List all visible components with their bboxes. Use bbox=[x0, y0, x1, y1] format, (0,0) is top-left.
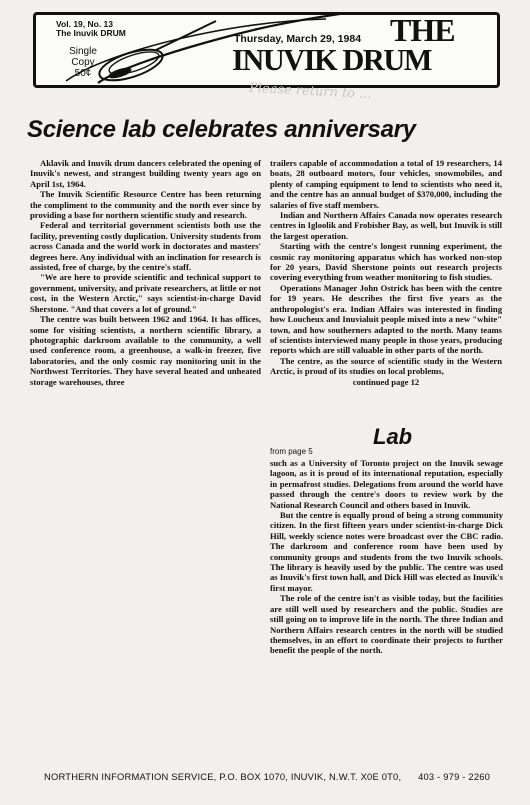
paragraph: The centre, as the source of scientific study in the Western Arctic, is proud of its studies on local problems, bbox=[270, 355, 502, 377]
title-the: THE bbox=[390, 12, 455, 48]
newspaper-title: INUVIK DRUM bbox=[232, 42, 432, 77]
paragraph: trailers capable of accommodation a total of 19 researchers, 14 boats, 28 outboard motors, four vehicles, snowmobiles, and plenty of camping equipment to lend to scientists who need it, and the centre has an annual budget of $370,000, including the salaries of five staff members. bbox=[270, 158, 502, 210]
faded-stamp: Please return to ... bbox=[248, 80, 372, 103]
paragraph: Starting with the centre's longest running experiment, the cosmic ray monitoring apparatus which has worked non-stop for 20 years, David Sherstone points out research projects covering everything from weather monitoring to fish studies. bbox=[270, 241, 502, 283]
issue-date: Thursday, March 29, 1984 bbox=[234, 33, 362, 45]
price-line-2: Copy bbox=[71, 57, 95, 68]
footer-address: NORTHERN INFORMATION SERVICE, P.O. BOX 1070, INUVIK, N.W.T. X0E 0T0, bbox=[44, 771, 402, 782]
issue-info bbox=[56, 20, 126, 38]
continuation-headline: Lab bbox=[373, 424, 413, 449]
paper-short-name: The Inuvik DRUM bbox=[56, 28, 126, 38]
paragraph: The centre was built between 1962 and 1964. It has offices, some for visiting scientists, a northern scientific library, a photographic darkroom available to the community, a well used conference room, a greenhouse, a walk-in freezer, five laboratories, and the only cosmic ray monitoring unit in the Northwest Territories. They have several heated and unheated storage warehouses, three bbox=[30, 314, 261, 387]
paragraph: Indian and Northern Affairs Canada now operates research centres in Igloolik and Frobisher Bay, as well, but Inuvik is still the largest operation. bbox=[270, 210, 502, 241]
continuation-column bbox=[270, 458, 503, 656]
paragraph: such as a University of Toronto project on the Inuvik sewage lagoon, as it is proud of its international reputation, especially in permafrost studies. Delegations from around the world have passed through the centre's doors to review work by the National Research Council and others based in Inuvik. bbox=[270, 458, 503, 510]
price-line-3: 50¢ bbox=[74, 68, 92, 79]
paragraph: The Inuvik Scientific Resource Centre has been returning the compliment to the community and the north ever since by providing a base for northern scientific study and research. bbox=[30, 189, 261, 221]
paragraph: Operations Manager John Ostrick has been with the centre for 19 years. He describes the first five years as the anthropologist's era. Indian Affairs was interested in finding how Loucheux and Inuvialuit people mixed into a new "white" town, and how southerners adapted to the north. Many teams of scientists interviewed many people in those years, producing reports which are still valuable in other parts of the north. bbox=[270, 282, 502, 356]
footer-phone: 403 - 979 - 2260 bbox=[418, 771, 491, 782]
masthead bbox=[33, 12, 500, 88]
continued-note: continued page 12 bbox=[352, 376, 420, 387]
price-box bbox=[63, 46, 103, 79]
paragraph: Aklavik and Inuvik drum dancers celebrated the opening of Inuvik's newest, and strangest building twenty years ago on April 1st, 1964. bbox=[30, 158, 261, 189]
paragraph: The role of the centre isn't as visible today, but the facilities are still well used by researchers and the public. Studies are still going on to improve life in the north. The three Indian and Northern Affairs research centres in the north will be studied themselves, in an effort to coordinate their projects to further benefit the people of the north. bbox=[270, 593, 503, 656]
article-headline: Science lab celebrates anniversary bbox=[27, 116, 416, 143]
paragraph: "We are here to provide scientific and technical support to government, university, and private researchers, at little or not cost, in the Western Arctic," says scientist-in-charge David Sherstone. "And that covers a lot of ground." bbox=[30, 272, 261, 314]
paragraph: But the centre is equally proud of being a strong community citizen. In the first fifteen years under scientist-in-charge Dick Hill, weekly science notes were broadcast over the CBC radio. The darkroom and conference room have been used by community groups and students from the two Inuvik schools. The library is heavily used by the public. The centre was used as Inuvik's first town hall, and Dick Hill was elected as Inuvik's first mayor. bbox=[270, 510, 503, 593]
article-column-1 bbox=[30, 158, 261, 387]
article-column-2 bbox=[270, 158, 502, 387]
paragraph: Federal and territorial government scientists both use the facility, preventing costly duplication. University students from across Canada and the world work in doctorates and masters' degrees here. Any individual with an inclination for research is assisted, free of charge, by the centre's staff. bbox=[30, 220, 261, 273]
from-page-note: from page 5 bbox=[270, 447, 313, 456]
footer bbox=[44, 771, 504, 782]
volume-number: Vol. 19, No. 13 bbox=[56, 19, 114, 29]
price-line-1: Single bbox=[69, 46, 97, 57]
